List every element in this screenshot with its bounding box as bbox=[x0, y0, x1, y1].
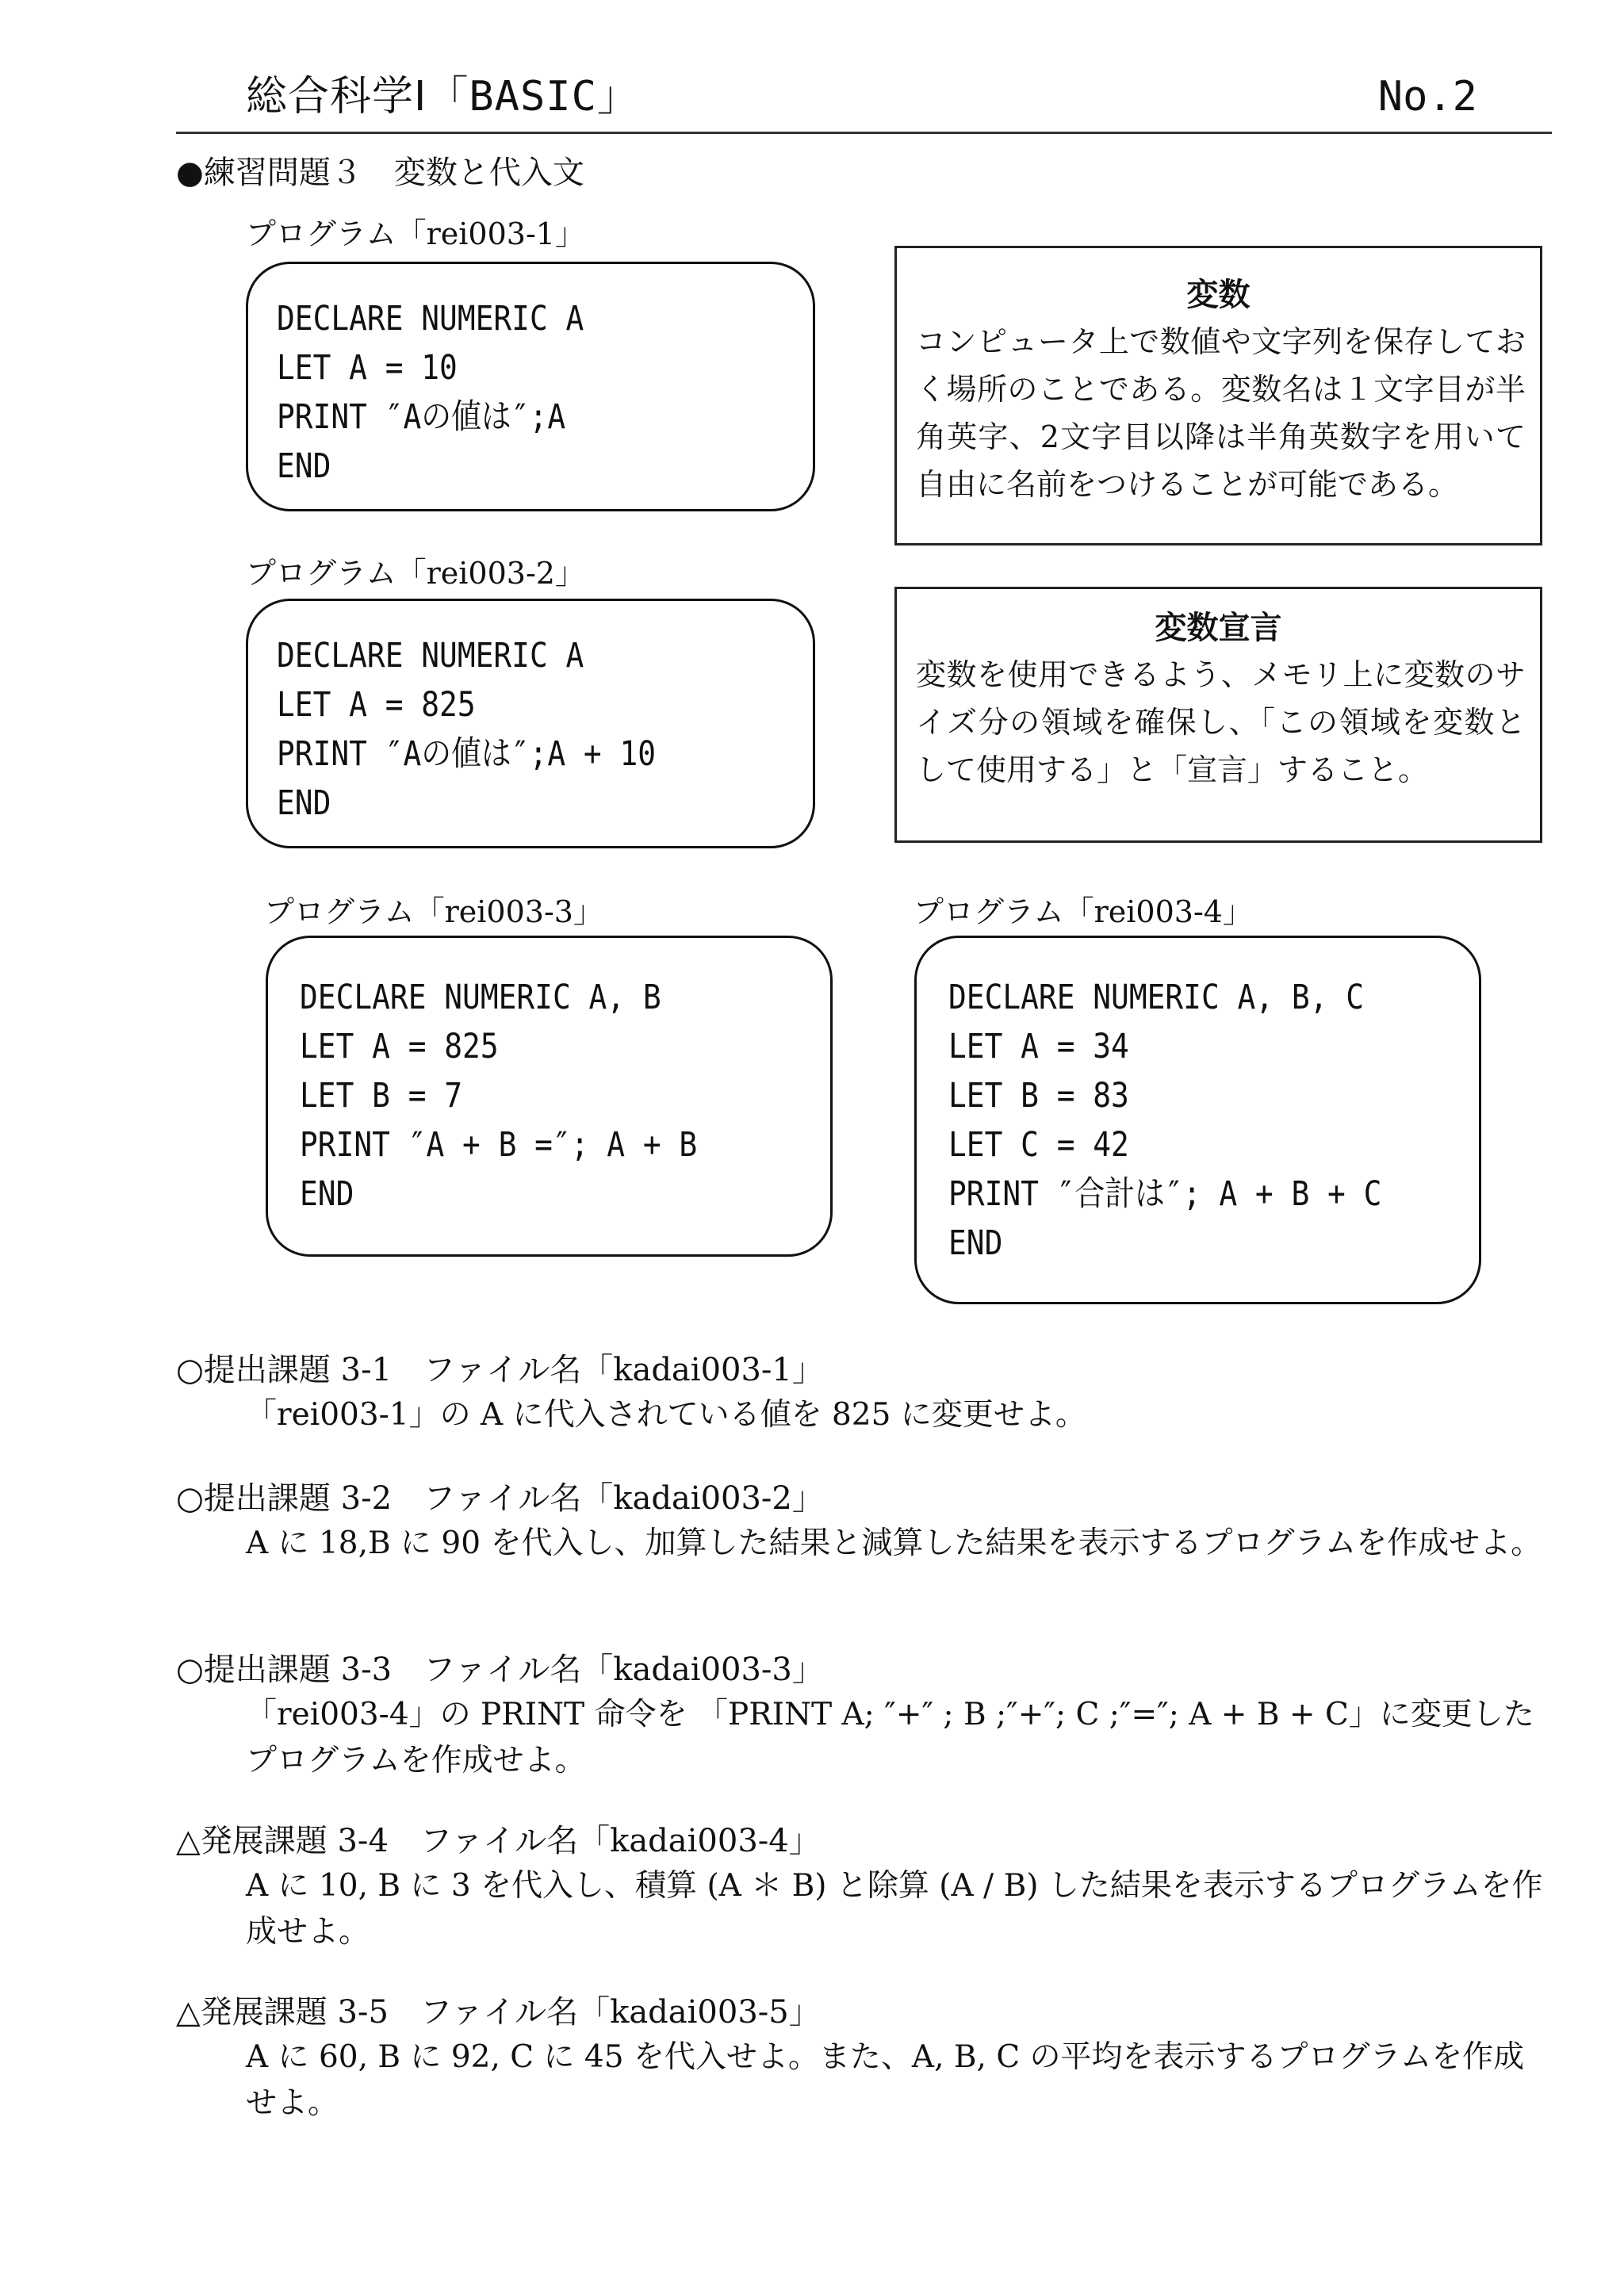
code-line: PRINT ″合計は″; A + B + C bbox=[948, 1174, 1382, 1214]
info-box-title: 変数宣言 bbox=[1155, 610, 1282, 646]
task-heading: △発展課題 3-5 ファイル名「kadai003-5」 bbox=[176, 1994, 821, 2031]
program-label-rei003-3: プログラム「rei003-3」 bbox=[264, 894, 603, 929]
code-box-rei003-3 bbox=[266, 936, 833, 1257]
code-line: LET B = 7 bbox=[300, 1076, 463, 1116]
code-box-rei003-1 bbox=[246, 262, 815, 511]
code-box-rei003-2 bbox=[246, 599, 815, 848]
page-number: No.2 bbox=[1377, 73, 1477, 121]
code-line: DECLARE NUMERIC A bbox=[277, 636, 584, 676]
task-body: 「rei003-4」の PRINT 命令を 「PRINT A; ″+″ ; B ;″+″; C ;″=″; A + B + C」に変更したプログラムを作成せよ。 bbox=[246, 1697, 1534, 1778]
code-line: DECLARE NUMERIC A bbox=[277, 299, 584, 339]
task-3-3 bbox=[176, 1648, 1552, 1784]
code-line: PRINT ″A + B =″; A + B bbox=[300, 1125, 698, 1165]
section-heading: ●練習問題３ 変数と代入文 bbox=[176, 155, 584, 191]
task-body: A に 10, B に 3 を代入し、積算 (A ＊ B) と除算 (A / B) した結果を表示するプログラムを作成せよ。 bbox=[246, 1868, 1543, 1950]
code-line: END bbox=[277, 783, 331, 823]
code-line: LET A = 825 bbox=[277, 685, 476, 725]
code-line: END bbox=[277, 446, 331, 486]
info-box-declaration bbox=[894, 587, 1542, 843]
info-box-body: コンピュータ上で数値や文字列を保存しておく場所のことである。変数名は１文字目が半角英字、2文字目以降は半角英数字を用いて自由に名前をつけることが可能である。 bbox=[916, 324, 1526, 502]
info-box-title: 変数 bbox=[1186, 277, 1251, 313]
code-line: LET A = 825 bbox=[300, 1027, 499, 1066]
info-box-variable bbox=[894, 246, 1542, 545]
code-line: END bbox=[300, 1174, 354, 1214]
code-line: DECLARE NUMERIC A, B, C bbox=[948, 978, 1364, 1017]
code-line: LET A = 34 bbox=[948, 1027, 1129, 1066]
task-heading: △発展課題 3-4 ファイル名「kadai003-4」 bbox=[176, 1823, 821, 1859]
page-title: 総合科学Ⅰ「BASIC」 bbox=[246, 73, 639, 121]
code-line: PRINT ″Aの値は″;A bbox=[277, 397, 566, 437]
task-heading: ○提出課題 3-1 ファイル名「kadai003-1」 bbox=[176, 1352, 824, 1388]
task-3-5 bbox=[176, 1990, 1552, 2126]
header-divider bbox=[176, 132, 1552, 134]
code-line: LET C = 42 bbox=[948, 1125, 1129, 1165]
code-box-rei003-4 bbox=[914, 936, 1481, 1304]
program-label-rei003-1: プログラム「rei003-1」 bbox=[246, 216, 585, 251]
task-heading: ○提出課題 3-2 ファイル名「kadai003-2」 bbox=[176, 1480, 824, 1517]
program-label-rei003-2: プログラム「rei003-2」 bbox=[246, 556, 585, 591]
task-body: A に 60, B に 92, C に 45 を代入せよ。また、A, B, C の平均を表示するプログラムを作成せよ。 bbox=[246, 2039, 1525, 2121]
task-3-2 bbox=[176, 1476, 1552, 1567]
program-label-rei003-4: プログラム「rei003-4」 bbox=[914, 894, 1253, 929]
code-line: LET A = 10 bbox=[277, 348, 458, 388]
task-3-1 bbox=[176, 1348, 1552, 1438]
code-line: LET B = 83 bbox=[948, 1076, 1129, 1116]
info-box-body: 変数を使用できるよう、メモリ上に変数のサイズ分の領域を確保し、「この領域を変数として使用する」と「宣言」すること。 bbox=[916, 657, 1526, 787]
task-body: 「rei003-1」の A に代入されている値を 825 に変更せよ。 bbox=[246, 1397, 1086, 1433]
task-heading: ○提出課題 3-3 ファイル名「kadai003-3」 bbox=[176, 1652, 824, 1688]
task-body: A に 18,B に 90 を代入し、加算した結果と減算した結果を表示するプログラムを作成せよ。 bbox=[246, 1525, 1542, 1561]
code-line: END bbox=[948, 1223, 1003, 1263]
code-line: DECLARE NUMERIC A, B bbox=[300, 978, 661, 1017]
code-line: PRINT ″Aの値は″;A + 10 bbox=[277, 734, 657, 774]
task-3-4 bbox=[176, 1819, 1552, 1955]
